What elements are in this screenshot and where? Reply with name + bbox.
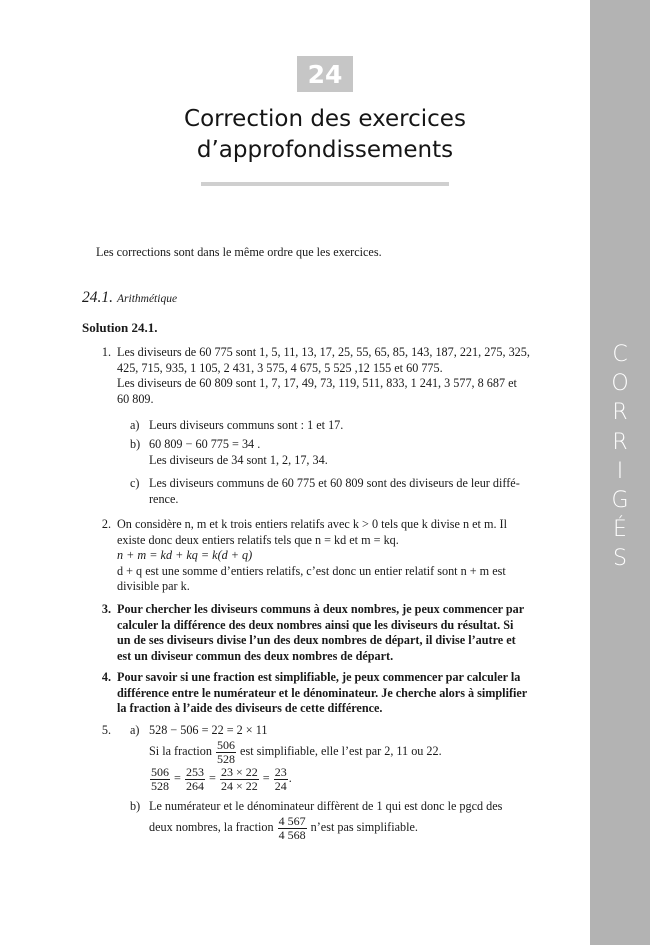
item-5a-line1: 528 − 506 = 22 = 2 × 11 <box>149 723 268 737</box>
numerator: 506 <box>151 764 169 779</box>
item-2-text <box>117 517 551 595</box>
chapter-title-line: Correction des exercices <box>184 106 466 132</box>
numerator: 506 <box>217 737 235 752</box>
corriges-sidebar <box>590 0 650 945</box>
item-label: 5. <box>101 723 111 737</box>
text: deux nombres, la fraction <box>149 820 274 834</box>
text-line: un de ses diviseurs divise l’un des deux nombres de départ, il divise l’autre et <box>117 633 516 648</box>
text-line: Les diviseurs communs de 60 775 et 60 809 sont des diviseurs de leur diffé- <box>149 476 520 490</box>
text-line: Les diviseurs de 60 775 sont 1, 5, 11, 13, 17, 25, 55, 65, 85, 143, 187, 221, 275, 325, <box>117 345 530 359</box>
text-line: On considère n, m et k trois entiers relatifs avec k > 0 tels que k divise n et m. Il <box>117 517 507 531</box>
text-line: la fraction à l’aide des diviseurs de cette différence. <box>117 701 383 716</box>
numerator: 23 × 22 <box>220 764 258 779</box>
fraction-equation <box>149 764 551 793</box>
sidebar-letter: O <box>611 371 629 397</box>
subitem-label: b) <box>130 799 141 813</box>
section-heading <box>82 289 177 307</box>
text-line: différence entre le numérateur et le dénominateur. Je cherche alors à simplifier <box>117 685 528 700</box>
item-1c-text <box>149 476 551 507</box>
text-line: Les diviseurs de 60 809 sont 1, 7, 17, 49, 73, 119, 511, 833, 1 241, 3 577, 8 687 et <box>117 376 517 391</box>
sidebar-letter: É <box>613 517 627 543</box>
equals-sign: = <box>174 771 181 785</box>
sidebar-letter: S <box>613 546 627 572</box>
section-name: Arithmétique <box>117 293 178 305</box>
sidebar-letter: R <box>612 400 628 426</box>
equals-sign: = <box>209 771 216 785</box>
text-line: rence. <box>149 491 179 506</box>
text-line: divisible par k. <box>117 579 190 594</box>
item-3-text <box>117 602 551 664</box>
item-5a-line2 <box>149 737 551 766</box>
subitem-label: b) <box>130 437 141 451</box>
item-5b-line1: Le numérateur et le dénominateur diffèrent de 1 qui est donc le pgcd des <box>149 799 503 813</box>
fraction <box>216 739 236 766</box>
item-5b-line2 <box>149 812 551 842</box>
numerator: 253 <box>185 764 204 779</box>
text-line: est un diviseur commun des deux nombres de départ. <box>117 648 394 663</box>
fraction <box>278 815 307 842</box>
subitem-label: c) <box>130 476 140 490</box>
numerator: 4 567 <box>278 813 306 828</box>
denominator: 264 <box>185 778 204 793</box>
text: est simplifiable, elle l’est par 2, 11 ou 22. <box>240 744 442 758</box>
denominator: 24 × 22 <box>220 778 258 793</box>
equals-sign: = <box>262 771 270 785</box>
chapter-number-badge: 24 <box>297 56 353 92</box>
fraction <box>220 766 259 793</box>
section-number: 24.1. <box>82 289 113 306</box>
item-label: 2. <box>101 517 111 531</box>
denominator: 24 <box>274 778 287 793</box>
text: Si la fraction <box>149 744 212 758</box>
fraction <box>274 766 288 793</box>
sidebar-letter: I <box>616 458 624 484</box>
item-label: 3. <box>101 602 111 616</box>
intro-text: Les corrections sont dans le même ordre que les exercices. <box>96 245 382 259</box>
period: . <box>288 771 292 785</box>
text-line: n + m = kd + kq = k(d + q) <box>117 548 253 563</box>
denominator: 528 <box>217 751 235 766</box>
fraction <box>150 766 170 793</box>
item-4-text <box>117 670 551 717</box>
sidebar-letters <box>590 340 650 574</box>
denominator: 528 <box>151 778 169 793</box>
text-line: Pour savoir si une fraction est simplifiable, je peux commencer par calculer la <box>117 670 521 684</box>
item-1-text <box>117 345 551 407</box>
item-label: 4. <box>101 670 111 684</box>
numerator: 23 <box>274 764 287 779</box>
text-line: existe donc deux entiers relatifs tels que n = kd et m = kq. <box>117 532 399 547</box>
text-line: calculer la différence des deux nombres ainsi que les diviseurs du résultat. Si <box>117 617 514 632</box>
denominator: 4 568 <box>278 827 306 842</box>
text-line: Les diviseurs de 34 sont 1, 2, 17, 34. <box>149 452 328 467</box>
text-line: 60 809 − 60 775 = 34 . <box>149 437 261 451</box>
item-1a-text: Leurs diviseurs communs sont : 1 et 17. <box>149 418 344 432</box>
sidebar-letter: C <box>612 342 628 367</box>
fraction <box>185 766 205 793</box>
chapter-title <box>120 104 530 166</box>
text: n’est pas simplifiable. <box>310 820 418 834</box>
sidebar-letter: R <box>612 429 628 455</box>
title-divider <box>201 182 449 186</box>
subitem-label: a) <box>130 418 140 432</box>
text-line: 60 809. <box>117 391 154 406</box>
text-line: Pour chercher les diviseurs communs à deux nombres, je peux commencer par <box>117 602 525 616</box>
solution-title: Solution 24.1. <box>82 320 158 335</box>
subitem-label: a) <box>130 723 140 737</box>
text-line: d + q est une somme d’entiers relatifs, c’est donc un entier relatif sont n + m est <box>117 563 506 578</box>
item-label: 1. <box>101 345 111 359</box>
sidebar-letter: G <box>611 488 629 514</box>
chapter-title-line: d’approfondissements <box>196 137 454 163</box>
item-1b-text <box>149 437 551 468</box>
text-line: 425, 715, 935, 1 105, 2 431, 3 575, 4 675, 5 525 ,12 155 et 60 775. <box>117 360 443 375</box>
